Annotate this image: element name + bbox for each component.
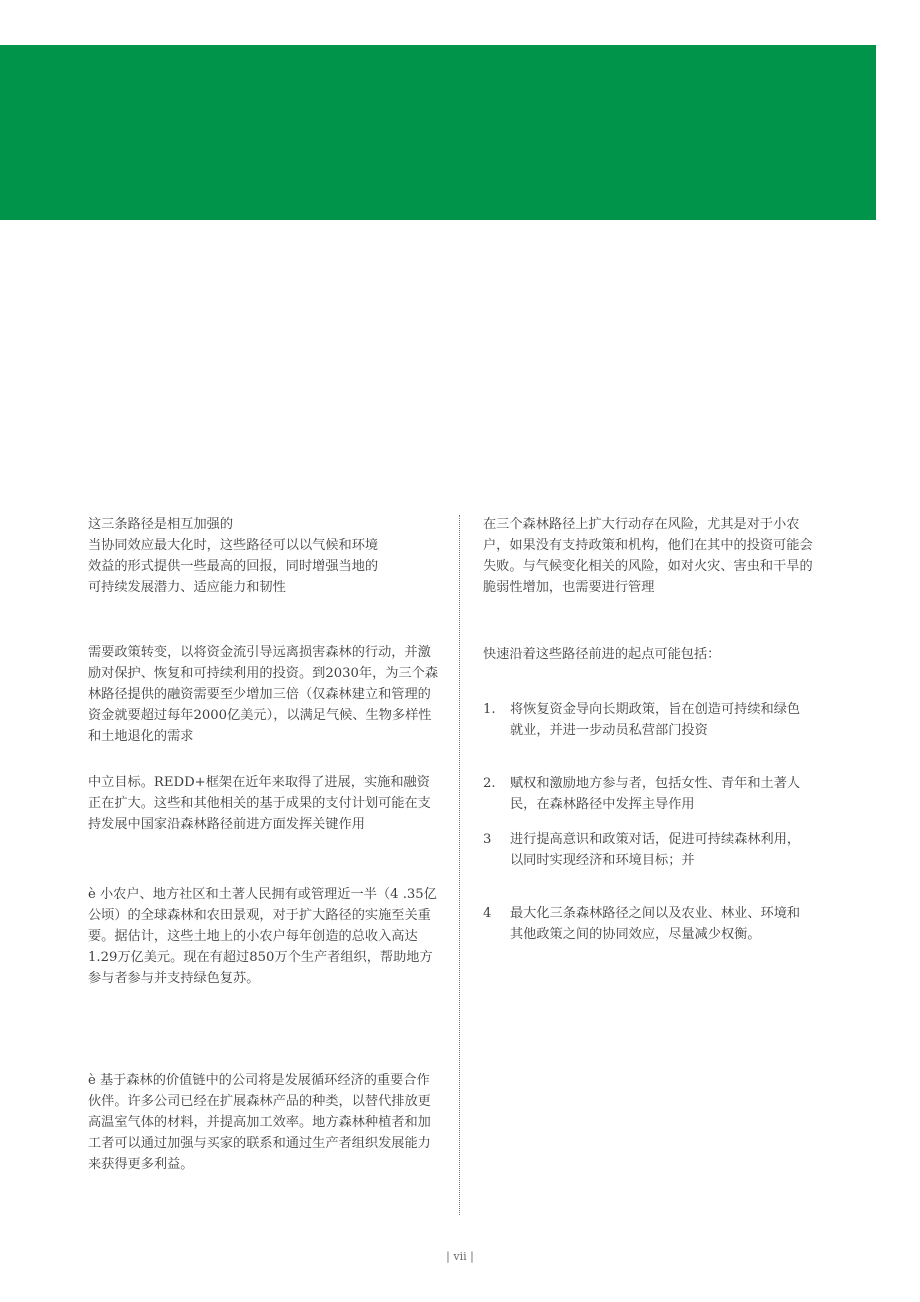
list-number: 2.: [483, 776, 496, 791]
list-number: 1.: [483, 702, 496, 717]
list-number: 3: [483, 832, 492, 847]
header-banner: [0, 45, 876, 220]
intro-line: 可持续发展潜力、适应能力和韧性: [88, 580, 286, 595]
list-text: 将恢复资金导向长期政策，旨在创造可持续和绿色就业，并进一步动员私营部门投资: [510, 702, 801, 738]
column-divider: [459, 515, 460, 1215]
page-number: | vii |: [446, 1250, 474, 1263]
redd-paragraph: 中立目标。REDD+框架在近年来取得了进展，实施和融资正在扩大。这些和其他相关的基于成果的支付计划可能在支持发展中国家沿森林路径前进方面发挥关键作用: [88, 775, 431, 832]
list-text: 赋权和激励地方参与者，包括女性、青年和土著人民，在森林路径中发挥主导作用: [510, 776, 801, 812]
intro-line: 这三条路径是相互加强的: [88, 517, 234, 532]
intro-paragraph: [88, 514, 440, 598]
value-chain-paragraph: è 基于森林的价值链中的公司将是发展循环经济的重要合作伙伴。许多公司已经在扩展森林产品的种类，以替代排放更高温室气体的材料，并提高加工效率。地方森林种植者和加工者可以通过加强与买家的联系和通过生产者组织发展能力来获得更多利益。: [88, 1073, 431, 1172]
smallholder-paragraph: è 小农户、地方社区和土著人民拥有或管理近一半（4 .35亿公顷）的全球森林和农田景观，对于扩大路径的实施至关重要。据估计，这些土地上的小农户每年创造的总收入高达1.29万亿美元。现在有超过850万个生产者组织，帮助地方参与者参与并支持绿色复苏。: [88, 887, 437, 986]
starting-points-intro: 快速沿着这些路径前进的起点可能包括：: [483, 647, 721, 662]
intro-line: 当协同效应最大化时，这些路径可以以气候和环境: [88, 538, 379, 553]
list-text: 进行提高意识和政策对话，促进可持续森林利用，以同时实现经济和环境目标；并: [510, 832, 801, 868]
intro-line: 效益的形式提供一些最高的回报，同时增强当地的: [88, 559, 379, 574]
risk-paragraph: 在三个森林路径上扩大行动存在风险，尤其是对于小农户，如果没有支持政策和机构，他们在其中的投资可能会失败。与气候变化相关的风险，如对火灾、害虫和干旱的脆弱性增加，也需要进行管理: [483, 517, 813, 595]
list-number: 4: [483, 906, 492, 921]
policy-paragraph: 需要政策转变，以将资金流引导远离损害森林的行动，并激励对保护、恢复和可持续利用的投资。到2030年，为三个森林路径提供的融资需要至少增加三倍（仅森林建立和管理的资金就要超过每年2000亿美元），以满足气候、生物多样性和土地退化的需求: [88, 645, 439, 744]
list-text: 最大化三条森林路径之间以及农业、林业、环境和其他政策之间的协同效应，尽量减少权衡。: [510, 906, 801, 942]
